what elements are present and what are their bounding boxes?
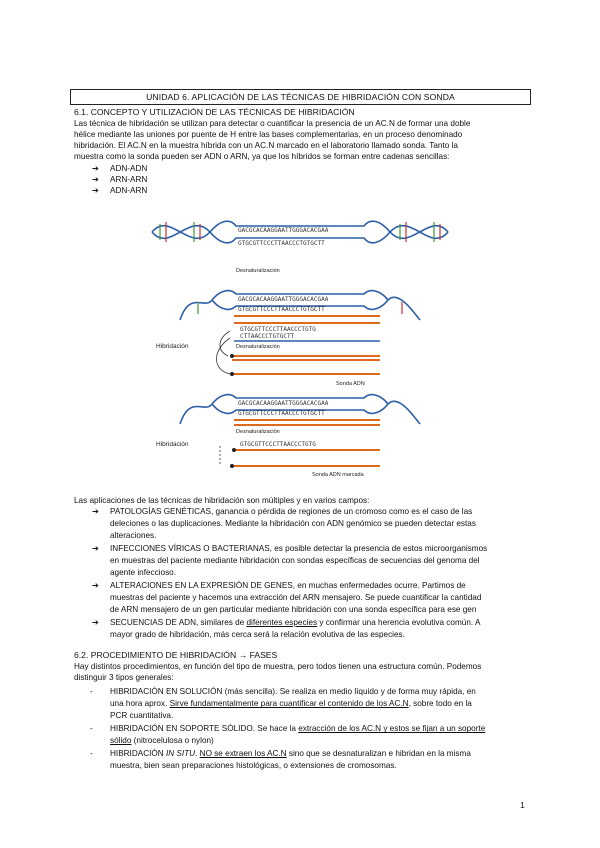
page-number: 1 <box>520 800 525 810</box>
sequence-top: GACGCACAAGGAATTGGGACACGAA <box>238 400 329 407</box>
hybrid-types-list <box>92 163 147 196</box>
label-hybridization: Hibridación <box>156 441 189 448</box>
list-item: ➔ INFECCIONES VÍRICAS O BACTERIANAS, es posible detectar la presencia de estos microorganismos en muestras del paciente mediante hibridación con sondas específicas de secuencias del genoma del agente infeccioso. <box>92 544 488 578</box>
list-item: ➔ ARN-ARN <box>92 175 148 184</box>
paragraph-line: hélice mediante las uniones por puente de H entre las bases complementarias, en un proceso denominado <box>74 130 463 139</box>
sequence-bottom: GTGCGTTCCCTTAACCCTGTGCTT <box>238 306 325 313</box>
list-item: ➔ PATOLOGÍAS GENÉTICAS, ganancia o pérdida de regiones de un cromoso como es el caso de las deleciones o las duplicaciones. Mediante la hibridación con ADN genómico se pueden detectar estas alteraciones. <box>92 507 476 541</box>
label-denaturation: Desnaturalización <box>236 429 280 435</box>
label-hybridization: Hibridación <box>156 343 189 350</box>
sequence-bottom: GTGCGTTCCCTTAACCCTGTGCTT <box>238 240 325 247</box>
unit-title: UNIDAD 6. APLICACIÓN DE LAS TÉCNICAS DE HIBRIDACIÓN CON SONDA <box>70 89 531 105</box>
section-2-paragraph: Hay distintos procedimientos, en función del tipo de muestra, pero todos tienen una estructura común. Podemos distinguir 3 tipos generales: <box>74 662 482 682</box>
sequence-bottom: GTGCGTTCCCTTAACCCTGTGCTT <box>238 410 325 417</box>
label-denaturation: Desnaturalización <box>236 344 280 350</box>
section-1-paragraph <box>74 118 532 162</box>
panel-hybridization-2 <box>156 395 420 478</box>
sequence-probe: GTGCGTTCCCTTAACCCTGTG <box>240 326 316 333</box>
arrow-icon: ➔ <box>92 175 99 184</box>
label-labeled-probe: Sonda ADN marcada <box>312 472 364 478</box>
paragraph-line: Las técnica de hibridación se utilizan para detectar o cuantificar la presencia de un AC.N de formar una doble <box>74 119 471 128</box>
list-item: ➔ SECUENCIAS DE ADN, similares de diferentes especies y confirmar una herencia evolutiva común. A mayor grado de hibridación, más cerca será la relación evolutiva de las especies. <box>92 618 481 640</box>
list-item: ➔ ADN-ARN <box>92 186 148 195</box>
sequence-probe: CTTAACCCTGTGCTT <box>240 333 295 340</box>
sequence-top: GACGCACAAGGAATTGGGACACGAA <box>238 296 329 303</box>
panel-denaturation <box>152 221 448 274</box>
applications-list <box>92 506 534 642</box>
paragraph-line: muestra como la sonda pueden ser ADN o ARN, ya que los híbridos se forman entre cadenas sencillas: <box>74 152 450 161</box>
arrow-icon: ➔ <box>92 581 99 590</box>
arrow-icon: ➔ <box>92 618 99 627</box>
list-item: ➔ ALTERACIONES EN LA EXPRESIÓN DE GENES, en muchas enfermedades ocurre. Partimos de muestras del paciente y hacemos una extracción del ARN mensajero. Se puede cuantificar la cantidad de ARN mensajero de un gen particular mediante hibridación con una sonda específica para ese gen <box>92 581 482 615</box>
list-item: - HIBRIDACIÓN IN SITU. NO se extraen los AC.N sino que se desnaturalizan e hibridan en la misma muestra, bien sean preparaciones histológicas, o extensiones de cromosomas. <box>90 749 471 771</box>
hybridization-diagram <box>150 210 450 480</box>
hybridization-types-list <box>90 686 534 773</box>
arrow-icon: ➔ <box>92 186 99 195</box>
sequence-top: GACGCACAAGGAATTGGGACACGAA <box>238 227 329 234</box>
list-item: - HIBRIDACIÓN EN SOLUCIÓN (más sencilla). Se realiza en medio líquido y de forma muy rápida, en una hora aprox. Sirve fundamentalmente para cuantificar el contenido de los AC.N, sobre todo en la PCR cuantitativa. <box>90 687 476 721</box>
label-probe: Sonda ADN <box>336 381 365 387</box>
arrow-icon: ➔ <box>92 164 99 173</box>
sequence-probe: GTGCGTTCCCTTAACCCTGTG <box>240 441 316 448</box>
list-item: ➔ ADN-ADN <box>92 164 148 173</box>
section-2-heading: 6.2. PROCEDIMIENTO DE HIBRIDACIÓN → FASES <box>74 650 278 660</box>
panel-hybridization-1 <box>156 291 420 387</box>
section-1-heading: 6.1. CONCEPTO Y UTILIZACIÓN DE LAS TÉCNICAS DE HIBRIDACIÓN <box>74 107 355 117</box>
applications-intro: Las aplicaciones de las técnicas de hibridación son múltiples y en varios campos: <box>74 496 370 505</box>
arrow-icon: ➔ <box>92 544 99 553</box>
paragraph-line: hibridación. El AC.N en la muestra híbrida con un AC.N marcado en el laboratorio llamado sonda. Tanto la <box>74 141 458 150</box>
label-denaturation: Desnaturalización <box>236 268 280 274</box>
list-item: - HIBRIDACIÓN EN SOPORTE SÓLIDO. Se hace la extracción de los AC.N y estos se fijan a un soporte sólido (nitrocelulosa o nylon) <box>90 724 486 746</box>
arrow-icon: ➔ <box>92 507 99 516</box>
